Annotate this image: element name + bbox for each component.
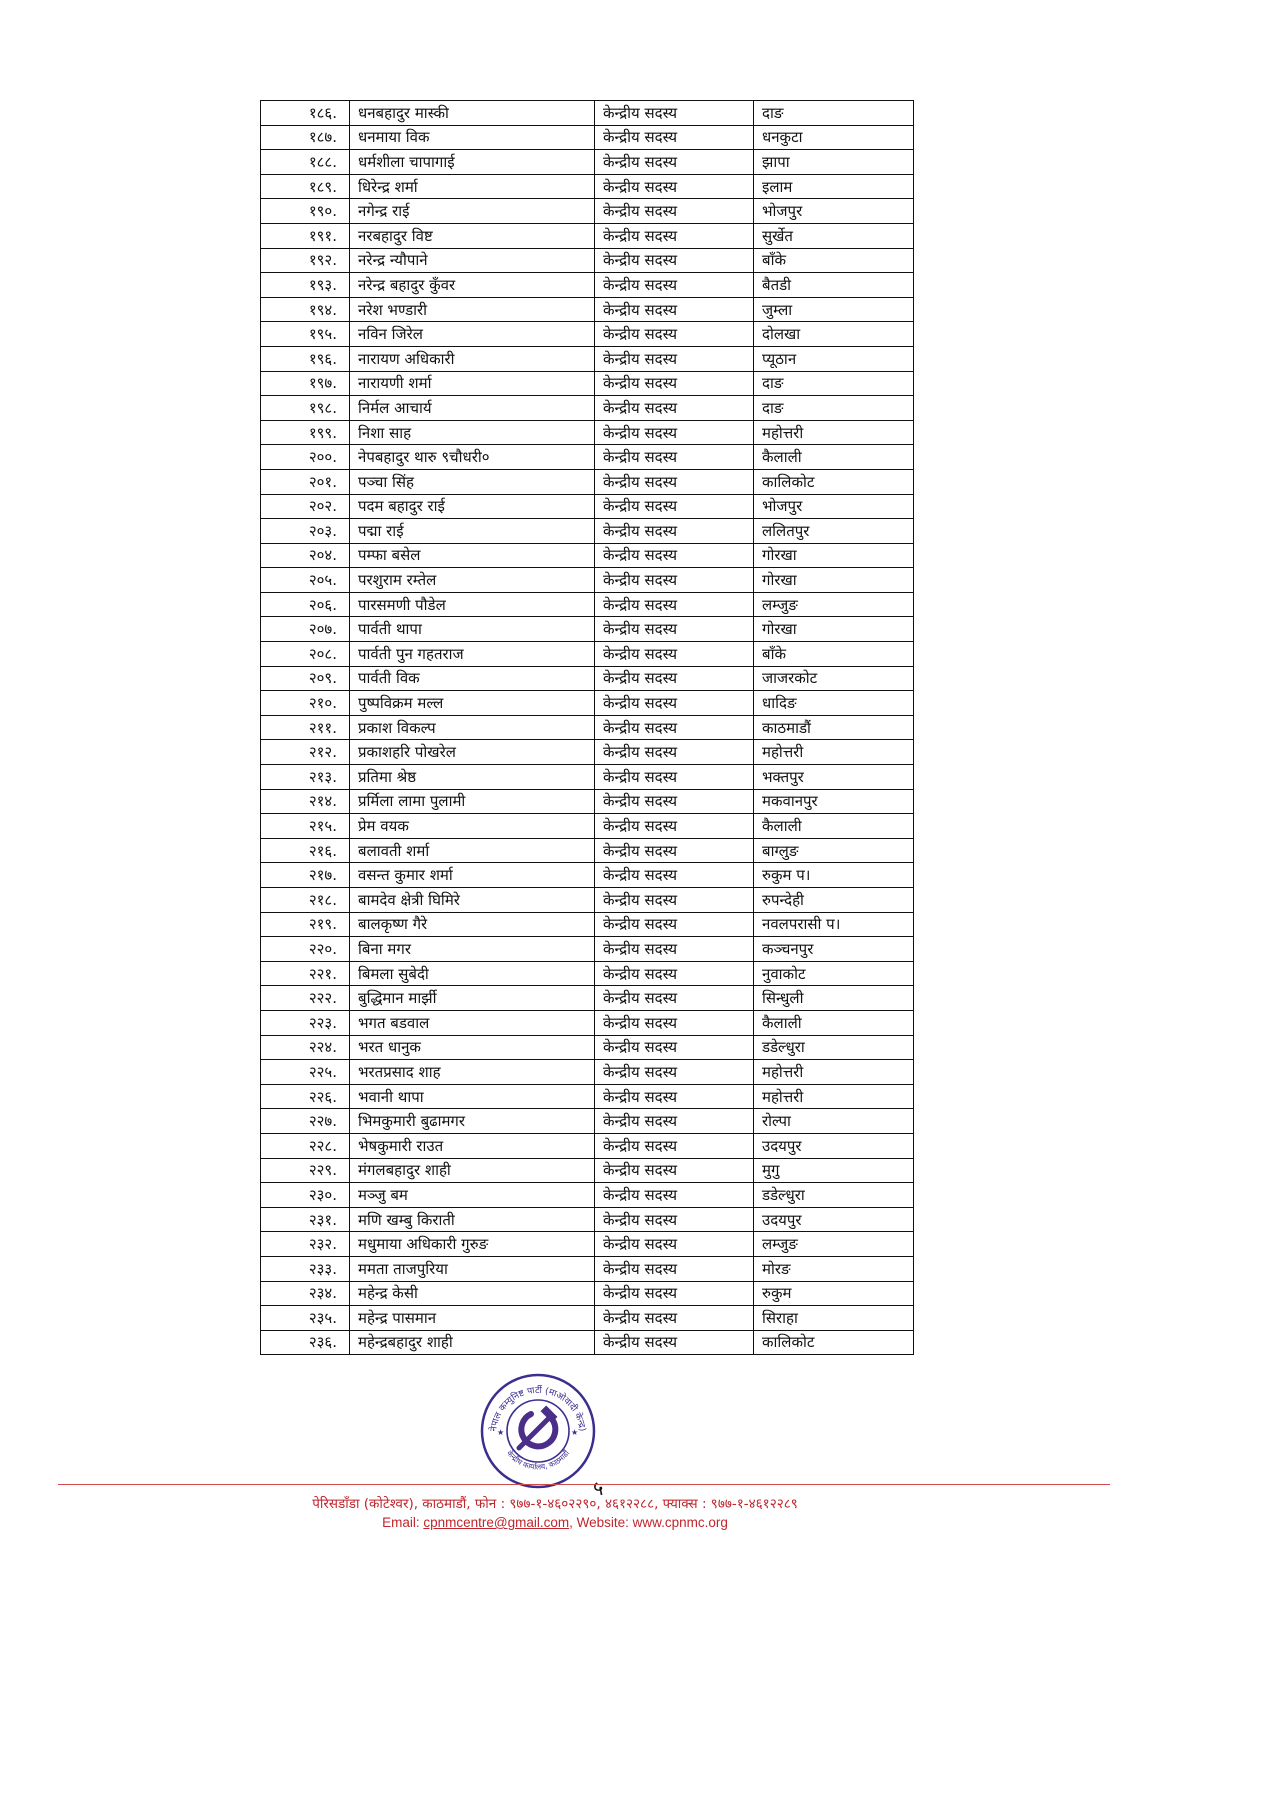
table-row bbox=[261, 1158, 914, 1183]
serial-number-cell: १९९. bbox=[261, 420, 350, 445]
table-row bbox=[261, 420, 914, 445]
table-row bbox=[261, 273, 914, 298]
district-cell: दाङ bbox=[754, 101, 914, 126]
table-row bbox=[261, 1084, 914, 1109]
table-row bbox=[261, 519, 914, 544]
serial-number-cell: २३१. bbox=[261, 1207, 350, 1232]
district-cell: दाङ bbox=[754, 396, 914, 421]
position-cell: केन्द्रीय सदस्य bbox=[595, 469, 754, 494]
table-row bbox=[261, 101, 914, 126]
table-row bbox=[261, 1256, 914, 1281]
serial-number-cell: २०६. bbox=[261, 592, 350, 617]
table-row bbox=[261, 1232, 914, 1257]
position-cell: केन्द्रीय सदस्य bbox=[595, 1256, 754, 1281]
table-row bbox=[261, 125, 914, 150]
serial-number-cell: २०३. bbox=[261, 519, 350, 544]
member-name-cell: धिरेन्द्र शर्मा bbox=[350, 174, 595, 199]
serial-number-cell: १९७. bbox=[261, 371, 350, 396]
table-row bbox=[261, 740, 914, 765]
district-cell: गोरखा bbox=[754, 543, 914, 568]
member-name-cell: पुष्पविक्रम मल्ल bbox=[350, 691, 595, 716]
serial-number-cell: २२५. bbox=[261, 1060, 350, 1085]
seal-star-left-icon: ★ bbox=[497, 1428, 505, 1437]
position-cell: केन्द्रीय सदस्य bbox=[595, 1330, 754, 1355]
member-name-cell: नगेन्द्र राई bbox=[350, 199, 595, 224]
table-row bbox=[261, 543, 914, 568]
district-cell: नुवाकोट bbox=[754, 961, 914, 986]
serial-number-cell: २२२. bbox=[261, 986, 350, 1011]
serial-number-cell: २३०. bbox=[261, 1183, 350, 1208]
member-name-cell: पदम बहादुर राई bbox=[350, 494, 595, 519]
table-row bbox=[261, 322, 914, 347]
district-cell: काठमाडौं bbox=[754, 715, 914, 740]
position-cell: केन्द्रीय सदस्य bbox=[595, 592, 754, 617]
table-row bbox=[261, 765, 914, 790]
position-cell: केन्द्रीय सदस्य bbox=[595, 888, 754, 913]
district-cell: डडेल्धुरा bbox=[754, 1183, 914, 1208]
serial-number-cell: २३६. bbox=[261, 1330, 350, 1355]
position-cell: केन्द्रीय सदस्य bbox=[595, 740, 754, 765]
member-name-cell: धर्मशीला चापागाई bbox=[350, 150, 595, 175]
member-name-cell: निशा साह bbox=[350, 420, 595, 445]
seal-star-right-icon: ★ bbox=[571, 1428, 579, 1437]
district-cell: बाग्लुङ bbox=[754, 838, 914, 863]
position-cell: केन्द्रीय सदस्य bbox=[595, 150, 754, 175]
member-name-cell: भरतप्रसाद शाह bbox=[350, 1060, 595, 1085]
serial-number-cell: २२३. bbox=[261, 1010, 350, 1035]
table-row bbox=[261, 642, 914, 667]
table-row bbox=[261, 174, 914, 199]
table-row bbox=[261, 715, 914, 740]
table-row bbox=[261, 1060, 914, 1085]
table-row bbox=[261, 396, 914, 421]
position-cell: केन्द्रीय सदस्य bbox=[595, 420, 754, 445]
district-cell: उदयपुर bbox=[754, 1133, 914, 1158]
member-name-cell: भगत बडवाल bbox=[350, 1010, 595, 1035]
district-cell: कञ्चनपुर bbox=[754, 937, 914, 962]
position-cell: केन्द्रीय सदस्य bbox=[595, 273, 754, 298]
district-cell: महोत्तरी bbox=[754, 740, 914, 765]
table-row bbox=[261, 937, 914, 962]
position-cell: केन्द्रीय सदस्य bbox=[595, 961, 754, 986]
serial-number-cell: २१५. bbox=[261, 814, 350, 839]
position-cell: केन्द्रीय सदस्य bbox=[595, 101, 754, 126]
district-cell: सुर्खेत bbox=[754, 223, 914, 248]
position-cell: केन्द्रीय सदस्य bbox=[595, 371, 754, 396]
table-row bbox=[261, 248, 914, 273]
member-name-cell: भवानी थापा bbox=[350, 1084, 595, 1109]
serial-number-cell: २१८. bbox=[261, 888, 350, 913]
email-link[interactable]: cpnmcentre@gmail.com bbox=[423, 1515, 570, 1530]
position-cell: केन्द्रीय सदस्य bbox=[595, 346, 754, 371]
table-row bbox=[261, 789, 914, 814]
member-name-cell: पम्फा बसेल bbox=[350, 543, 595, 568]
member-name-cell: नरेन्द्र न्यौपाने bbox=[350, 248, 595, 273]
district-cell: रुकुम प। bbox=[754, 863, 914, 888]
member-name-cell: पद्मा राई bbox=[350, 519, 595, 544]
serial-number-cell: १९८. bbox=[261, 396, 350, 421]
position-cell: केन्द्रीय सदस्य bbox=[595, 1035, 754, 1060]
member-name-cell: पार्वती थापा bbox=[350, 617, 595, 642]
member-name-cell: बालकृष्ण गैरे bbox=[350, 912, 595, 937]
table-row bbox=[261, 888, 914, 913]
serial-number-cell: २२६. bbox=[261, 1084, 350, 1109]
email-label: Email: bbox=[382, 1515, 424, 1530]
serial-number-cell: २३५. bbox=[261, 1306, 350, 1331]
member-name-cell: पार्वती पुन गहतराज bbox=[350, 642, 595, 667]
serial-number-cell: २११. bbox=[261, 715, 350, 740]
position-cell: केन्द्रीय सदस्य bbox=[595, 174, 754, 199]
position-cell: केन्द्रीय सदस्य bbox=[595, 715, 754, 740]
table-row bbox=[261, 961, 914, 986]
district-cell: बाँके bbox=[754, 248, 914, 273]
table-row bbox=[261, 814, 914, 839]
serial-number-cell: १९६. bbox=[261, 346, 350, 371]
table-row bbox=[261, 666, 914, 691]
member-table bbox=[260, 100, 914, 1355]
serial-number-cell: २२८. bbox=[261, 1133, 350, 1158]
table-row bbox=[261, 691, 914, 716]
member-name-cell: भिमकुमारी बुढामगर bbox=[350, 1109, 595, 1134]
district-cell: धनकुटा bbox=[754, 125, 914, 150]
position-cell: केन्द्रीय सदस्य bbox=[595, 494, 754, 519]
serial-number-cell: १९५. bbox=[261, 322, 350, 347]
table-row bbox=[261, 912, 914, 937]
member-name-cell: निर्मल आचार्य bbox=[350, 396, 595, 421]
position-cell: केन्द्रीय सदस्य bbox=[595, 1133, 754, 1158]
serial-number-cell: २०२. bbox=[261, 494, 350, 519]
district-cell: भोजपुर bbox=[754, 199, 914, 224]
member-name-cell: बिमला सुबेदी bbox=[350, 961, 595, 986]
table-row bbox=[261, 1133, 914, 1158]
table-row bbox=[261, 297, 914, 322]
district-cell: महोत्तरी bbox=[754, 1084, 914, 1109]
member-name-cell: बलावती शर्मा bbox=[350, 838, 595, 863]
district-cell: भक्तपुर bbox=[754, 765, 914, 790]
district-cell: कालिकोट bbox=[754, 1330, 914, 1355]
position-cell: केन्द्रीय सदस्य bbox=[595, 691, 754, 716]
table-row bbox=[261, 223, 914, 248]
district-cell: लम्जुङ bbox=[754, 592, 914, 617]
district-cell: मोरङ bbox=[754, 1256, 914, 1281]
member-rows bbox=[261, 101, 914, 1355]
district-cell: डडेल्धुरा bbox=[754, 1035, 914, 1060]
table-row bbox=[261, 346, 914, 371]
position-cell: केन्द्रीय सदस्य bbox=[595, 1010, 754, 1035]
position-cell: केन्द्रीय सदस्य bbox=[595, 1084, 754, 1109]
serial-number-cell: १९२. bbox=[261, 248, 350, 273]
district-cell: प्यूठान bbox=[754, 346, 914, 371]
member-name-cell: नारायणी शर्मा bbox=[350, 371, 595, 396]
footer-contact bbox=[0, 1515, 1110, 1530]
position-cell: केन्द्रीय सदस्य bbox=[595, 1232, 754, 1257]
member-name-cell: प्रकाशहरि पोखरेल bbox=[350, 740, 595, 765]
member-name-cell: भरत धानुक bbox=[350, 1035, 595, 1060]
serial-number-cell: २१४. bbox=[261, 789, 350, 814]
serial-number-cell: १८६. bbox=[261, 101, 350, 126]
serial-number-cell: २००. bbox=[261, 445, 350, 470]
serial-number-cell: २१३. bbox=[261, 765, 350, 790]
table-row bbox=[261, 568, 914, 593]
district-cell: रुकुम bbox=[754, 1281, 914, 1306]
district-cell: दोलखा bbox=[754, 322, 914, 347]
table-row bbox=[261, 1183, 914, 1208]
table-row bbox=[261, 1035, 914, 1060]
district-cell: बाँके bbox=[754, 642, 914, 667]
serial-number-cell: २०८. bbox=[261, 642, 350, 667]
table-row bbox=[261, 1330, 914, 1355]
serial-number-cell: २१२. bbox=[261, 740, 350, 765]
district-cell: सिन्धुली bbox=[754, 986, 914, 1011]
page-number: ५ bbox=[593, 1476, 604, 1500]
serial-number-cell: २२४. bbox=[261, 1035, 350, 1060]
member-name-cell: ममता ताजपुरिया bbox=[350, 1256, 595, 1281]
district-cell: इलाम bbox=[754, 174, 914, 199]
position-cell: केन्द्रीय सदस्य bbox=[595, 642, 754, 667]
position-cell: केन्द्रीय सदस्य bbox=[595, 666, 754, 691]
member-name-cell: बामदेव क्षेत्री घिमिरे bbox=[350, 888, 595, 913]
district-cell: नवलपरासी प। bbox=[754, 912, 914, 937]
district-cell: रुपन्देही bbox=[754, 888, 914, 913]
position-cell: केन्द्रीय सदस्य bbox=[595, 543, 754, 568]
table-row bbox=[261, 838, 914, 863]
district-cell: झापा bbox=[754, 150, 914, 175]
district-cell: दाङ bbox=[754, 371, 914, 396]
district-cell: जाजरकोट bbox=[754, 666, 914, 691]
member-name-cell: नरेश भण्डारी bbox=[350, 297, 595, 322]
serial-number-cell: २३४. bbox=[261, 1281, 350, 1306]
member-name-cell: नरेन्द्र बहादुर कुँवर bbox=[350, 273, 595, 298]
serial-number-cell: २१०. bbox=[261, 691, 350, 716]
table-row bbox=[261, 592, 914, 617]
member-name-cell: मणि खम्बु किराती bbox=[350, 1207, 595, 1232]
district-cell: कैलाली bbox=[754, 445, 914, 470]
district-cell: सिराहा bbox=[754, 1306, 914, 1331]
position-cell: केन्द्रीय सदस्य bbox=[595, 1183, 754, 1208]
serial-number-cell: २२१. bbox=[261, 961, 350, 986]
position-cell: केन्द्रीय सदस्य bbox=[595, 568, 754, 593]
position-cell: केन्द्रीय सदस्य bbox=[595, 937, 754, 962]
serial-number-cell: २१७. bbox=[261, 863, 350, 888]
member-name-cell: बुद्धिमान मार्झी bbox=[350, 986, 595, 1011]
member-name-cell: पञ्चा सिंह bbox=[350, 469, 595, 494]
serial-number-cell: १८८. bbox=[261, 150, 350, 175]
serial-number-cell: २२०. bbox=[261, 937, 350, 962]
serial-number-cell: १९४. bbox=[261, 297, 350, 322]
serial-number-cell: २०१. bbox=[261, 469, 350, 494]
serial-number-cell: २३३. bbox=[261, 1256, 350, 1281]
member-name-cell: नविन जिरेल bbox=[350, 322, 595, 347]
hammer-sickle-icon bbox=[519, 1406, 557, 1448]
table-row bbox=[261, 150, 914, 175]
member-name-cell: मंगलबहादुर शाही bbox=[350, 1158, 595, 1183]
member-name-cell: नेपबहादुर थारु ९चौधरी० bbox=[350, 445, 595, 470]
member-name-cell: पार्वती विक bbox=[350, 666, 595, 691]
district-cell: धादिङ bbox=[754, 691, 914, 716]
serial-number-cell: २१६. bbox=[261, 838, 350, 863]
position-cell: केन्द्रीय सदस्य bbox=[595, 1158, 754, 1183]
serial-number-cell: १८९. bbox=[261, 174, 350, 199]
position-cell: केन्द्रीय सदस्य bbox=[595, 1207, 754, 1232]
table-row bbox=[261, 469, 914, 494]
seal-ring-text: नेपाल कम्युनिष्ट पार्टी (माओवादी केन्द्र) bbox=[489, 1385, 587, 1433]
serial-number-cell: २२९. bbox=[261, 1158, 350, 1183]
district-cell: उदयपुर bbox=[754, 1207, 914, 1232]
footer-address: पेरिसडाँडा (कोटेश्वर), काठमाडौं, फोन : ९७७-१-४६०२२९०, ४६१२२८८, फ्याक्स : ९७७-१-४६१२२८९ bbox=[312, 1496, 798, 1512]
district-cell: लम्जुङ bbox=[754, 1232, 914, 1257]
position-cell: केन्द्रीय सदस्य bbox=[595, 986, 754, 1011]
member-name-cell: बिना मगर bbox=[350, 937, 595, 962]
position-cell: केन्द्रीय सदस्य bbox=[595, 125, 754, 150]
member-name-cell: प्रतिमा श्रेष्ठ bbox=[350, 765, 595, 790]
district-cell: कैलाली bbox=[754, 814, 914, 839]
district-cell: महोत्तरी bbox=[754, 1060, 914, 1085]
position-cell: केन्द्रीय सदस्य bbox=[595, 322, 754, 347]
district-cell: ललितपुर bbox=[754, 519, 914, 544]
seal-bottom-text: केन्द्रीय कार्यालय, काठमाडौं bbox=[504, 1448, 572, 1472]
table-row bbox=[261, 1010, 914, 1035]
position-cell: केन्द्रीय सदस्य bbox=[595, 617, 754, 642]
position-cell: केन्द्रीय सदस्य bbox=[595, 814, 754, 839]
serial-number-cell: १९०. bbox=[261, 199, 350, 224]
position-cell: केन्द्रीय सदस्य bbox=[595, 838, 754, 863]
serial-number-cell: २१९. bbox=[261, 912, 350, 937]
district-cell: मुगु bbox=[754, 1158, 914, 1183]
position-cell: केन्द्रीय सदस्य bbox=[595, 1109, 754, 1134]
table-row bbox=[261, 617, 914, 642]
position-cell: केन्द्रीय सदस्य bbox=[595, 199, 754, 224]
district-cell: मकवानपुर bbox=[754, 789, 914, 814]
member-name-cell: मञ्जु बम bbox=[350, 1183, 595, 1208]
table-row bbox=[261, 1281, 914, 1306]
serial-number-cell: २०७. bbox=[261, 617, 350, 642]
district-cell: कालिकोट bbox=[754, 469, 914, 494]
member-name-cell: मधुमाया अधिकारी गुरुङ bbox=[350, 1232, 595, 1257]
member-name-cell: महेन्द्रबहादुर शाही bbox=[350, 1330, 595, 1355]
position-cell: केन्द्रीय सदस्य bbox=[595, 445, 754, 470]
member-name-cell: धनमाया विक bbox=[350, 125, 595, 150]
district-cell: कैलाली bbox=[754, 1010, 914, 1035]
table-row bbox=[261, 1306, 914, 1331]
position-cell: केन्द्रीय सदस्य bbox=[595, 1060, 754, 1085]
member-name-cell: भेषकुमारी राउत bbox=[350, 1133, 595, 1158]
position-cell: केन्द्रीय सदस्य bbox=[595, 519, 754, 544]
position-cell: केन्द्रीय सदस्य bbox=[595, 396, 754, 421]
district-cell: गोरखा bbox=[754, 568, 914, 593]
serial-number-cell: २२७. bbox=[261, 1109, 350, 1134]
table-row bbox=[261, 199, 914, 224]
serial-number-cell: २०९. bbox=[261, 666, 350, 691]
member-name-cell: नरबहादुर विष्ट bbox=[350, 223, 595, 248]
member-name-cell: महेन्द्र केसी bbox=[350, 1281, 595, 1306]
footer-divider bbox=[58, 1484, 1110, 1485]
member-name-cell: वसन्त कुमार शर्मा bbox=[350, 863, 595, 888]
table-row bbox=[261, 863, 914, 888]
district-cell: महोत्तरी bbox=[754, 420, 914, 445]
website-label: , Website: bbox=[569, 1515, 633, 1530]
member-name-cell: परशुराम रम्तेल bbox=[350, 568, 595, 593]
district-cell: भोजपुर bbox=[754, 494, 914, 519]
district-cell: गोरखा bbox=[754, 617, 914, 642]
position-cell: केन्द्रीय सदस्य bbox=[595, 1281, 754, 1306]
serial-number-cell: १९३. bbox=[261, 273, 350, 298]
member-name-cell: नारायण अधिकारी bbox=[350, 346, 595, 371]
position-cell: केन्द्रीय सदस्य bbox=[595, 765, 754, 790]
table-row bbox=[261, 371, 914, 396]
party-seal bbox=[479, 1372, 597, 1490]
table-row bbox=[261, 986, 914, 1011]
district-cell: रोल्पा bbox=[754, 1109, 914, 1134]
table-row bbox=[261, 494, 914, 519]
member-name-cell: प्रर्मिला लामा पुलामी bbox=[350, 789, 595, 814]
member-name-cell: धनबहादुर मास्की bbox=[350, 101, 595, 126]
website-link[interactable]: www.cpnmc.org bbox=[632, 1515, 728, 1530]
serial-number-cell: २३२. bbox=[261, 1232, 350, 1257]
table-row bbox=[261, 1207, 914, 1232]
district-cell: बैतडी bbox=[754, 273, 914, 298]
table-row bbox=[261, 445, 914, 470]
position-cell: केन्द्रीय सदस्य bbox=[595, 223, 754, 248]
member-name-cell: पारसमणी पौडेल bbox=[350, 592, 595, 617]
district-cell: जुम्ला bbox=[754, 297, 914, 322]
position-cell: केन्द्रीय सदस्य bbox=[595, 297, 754, 322]
serial-number-cell: २०५. bbox=[261, 568, 350, 593]
table-row bbox=[261, 1109, 914, 1134]
position-cell: केन्द्रीय सदस्य bbox=[595, 1306, 754, 1331]
position-cell: केन्द्रीय सदस्य bbox=[595, 789, 754, 814]
position-cell: केन्द्रीय सदस्य bbox=[595, 248, 754, 273]
position-cell: केन्द्रीय सदस्य bbox=[595, 912, 754, 937]
member-name-cell: प्रेम वयक bbox=[350, 814, 595, 839]
serial-number-cell: २०४. bbox=[261, 543, 350, 568]
member-name-cell: महेन्द्र पासमान bbox=[350, 1306, 595, 1331]
position-cell: केन्द्रीय सदस्य bbox=[595, 863, 754, 888]
serial-number-cell: १८७. bbox=[261, 125, 350, 150]
serial-number-cell: १९१. bbox=[261, 223, 350, 248]
member-name-cell: प्रकाश विकल्प bbox=[350, 715, 595, 740]
